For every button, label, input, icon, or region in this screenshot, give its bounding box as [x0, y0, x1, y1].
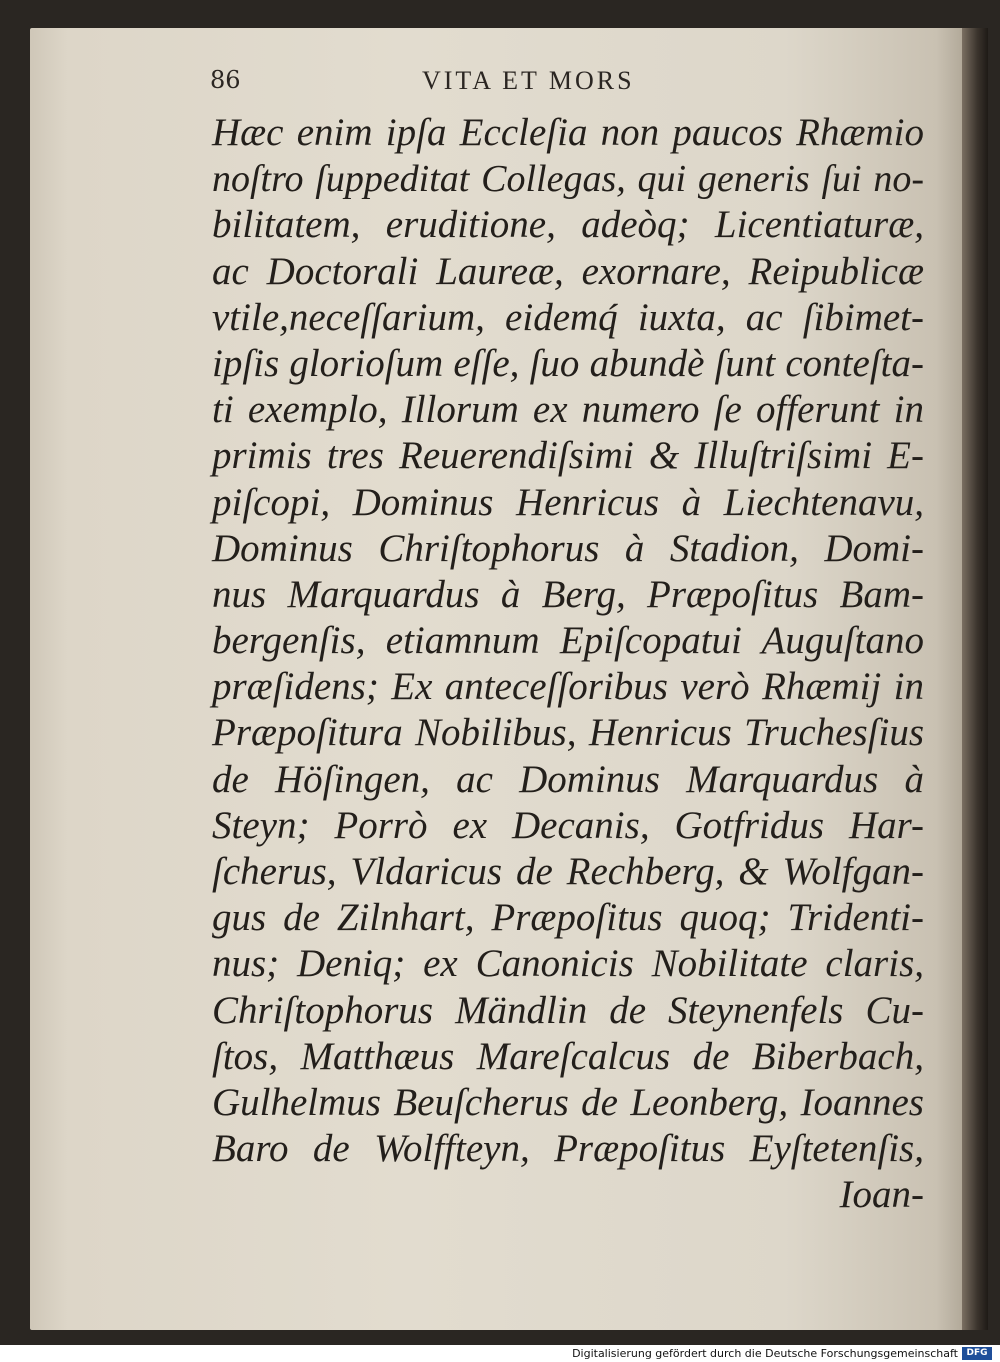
text-line: primis tres Reuerendiſsimi & Illuſtriſsimi E-	[212, 434, 924, 478]
digitization-footer	[0, 1345, 1000, 1362]
text-line: ac Doctorali Laureæ, exornare, Reipublicæ	[212, 249, 924, 293]
text-line: Gulhelmus Beuſcherus de Leonberg, Ioannes	[212, 1080, 924, 1124]
text-line: Præpoſitura Nobilibus, Henricus Truchesſius	[212, 711, 924, 755]
text-line: Hæc enim ipſa Eccleſia non paucos Rhæmio	[212, 111, 924, 154]
text-line: ti exemplo, Illorum ex numero ſe offerunt in	[212, 388, 924, 432]
text-line: nus Marquardus à Berg, Præpoſitus Bam-	[212, 572, 924, 616]
text-line: præſidens; Ex anteceſſoribus verò Rhæmij in	[212, 665, 924, 709]
text-line: ſcherus, Vldaricus de Rechberg, & Wolfgan-	[212, 850, 924, 893]
text-line: nus; Deniq; ex Canonicis Nobilitate claris,	[212, 942, 924, 986]
book-spine-edge	[962, 28, 988, 1330]
text-line: Steyn; Porrò ex Decanis, Gotfridus Har-	[212, 803, 924, 847]
text-line: de Höſingen, ac Dominus Marquardus à	[212, 757, 924, 801]
running-title: VITA ET MORS	[422, 66, 635, 95]
catchword: Ioan-	[839, 1173, 924, 1217]
text-line: bilitatem, eruditione, adeòq; Licentiaturæ,	[212, 203, 924, 247]
text-line: ſtos, Matthæus Mareſcalcus de Biberbach,	[212, 1034, 924, 1078]
text-line: piſcopi, Dominus Henricus à Liechtenavu,	[212, 480, 924, 524]
text-line: ipſis glorioſum eſſe, ſuo abundè ſunt conteſta-	[212, 341, 924, 385]
funding-credit: Digitalisierung gefördert durch die Deutsche Forschungsgemeinschaft	[572, 1347, 958, 1360]
text-line: Baro de Wolffteyn, Præpoſitus Eyſtetenſis,	[212, 1127, 924, 1171]
text-line: Dominus Chriſtophorus à Stadion, Domi-	[212, 526, 924, 570]
text-line: bergenſis, etiamnum Epiſcopatui Auguſtano	[212, 619, 924, 663]
text-line: gus de Zilnhart, Præpoſitus quoq; Tridenti-	[212, 896, 924, 940]
page-number: 86	[210, 66, 241, 94]
text-line: Chriſtophorus Mändlin de Steynenfels Cu-	[212, 988, 924, 1032]
body-text	[212, 110, 924, 1219]
text-line: noſtro ſuppeditat Collegas, qui generis ſui no-	[212, 158, 924, 201]
page-header	[210, 66, 910, 106]
text-line: vtile,neceſſarium, eidemq́ iuxta, ac ſibimet-	[212, 295, 924, 339]
dfg-logo: DFG	[962, 1347, 992, 1360]
